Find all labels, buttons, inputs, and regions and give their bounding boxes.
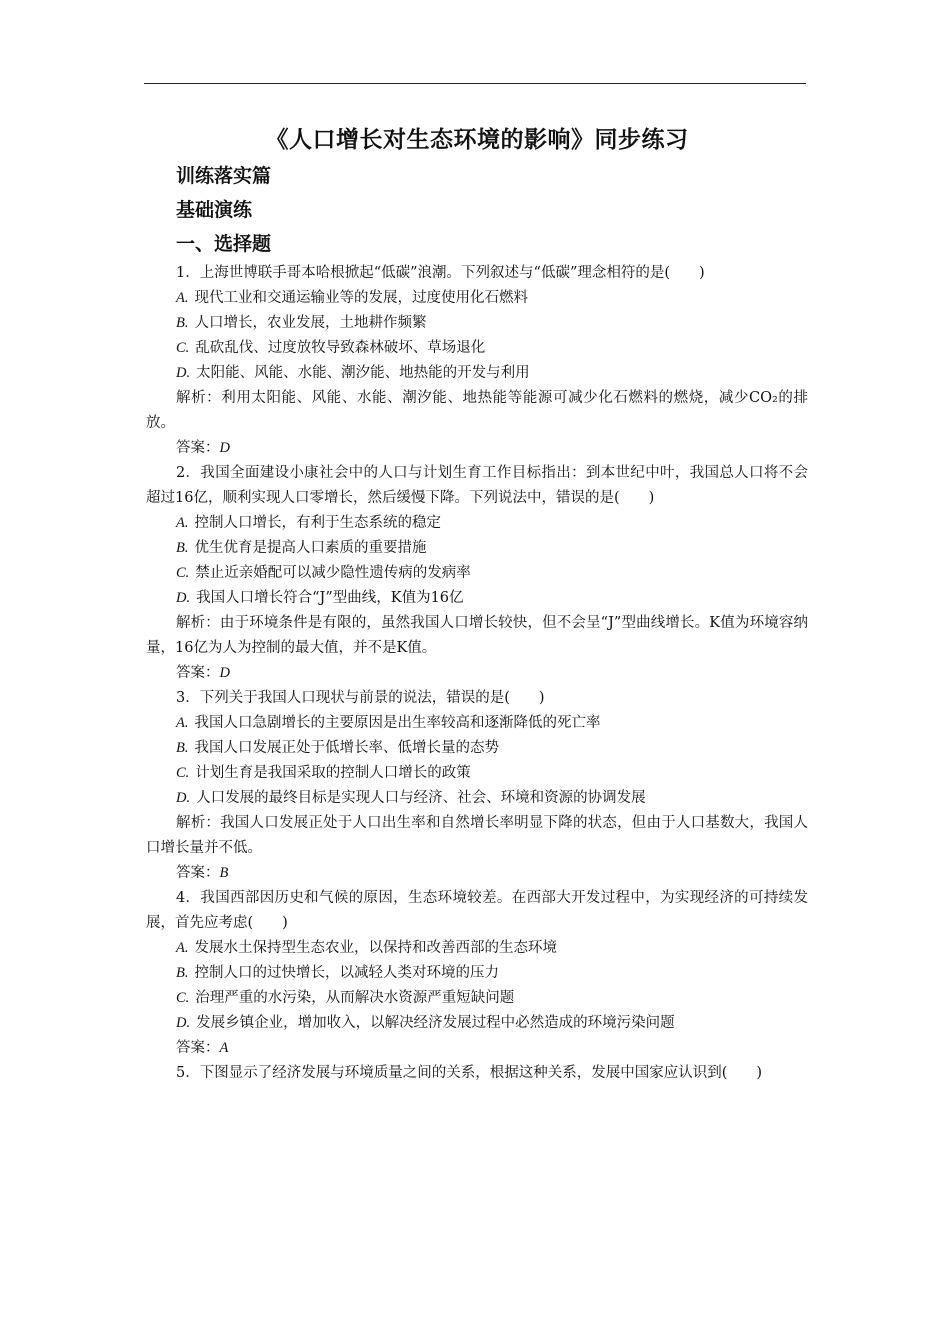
answer-value: A [219,1040,229,1056]
question-1 [146,261,808,461]
document-body [146,122,808,1086]
option-c [146,561,808,586]
option-b [146,311,808,336]
option-text: 我国人口发展正处于低增长率、低增长量的态势 [194,740,499,756]
analysis: 解析：由于环境条件是有限的，虽然我国人口增长较快，但不会呈“J”型曲线增长。K值为环境容纳量，16亿为人为控制的最大值，并不是K值。 [146,615,808,656]
answer-label: 答案： [176,665,220,681]
option-a [146,936,808,961]
section-heading-training: 训练落实篇 [176,165,272,187]
option-text: 我国人口急剧增长的主要原因是出生率较高和逐渐降低的死亡率 [194,715,601,731]
answer-value: B [219,865,229,881]
answer-label: 答案： [176,1040,220,1056]
option-text: 乱砍乱伐、过度放牧导致森林破坏、草场退化 [195,340,486,356]
option-c [146,761,808,786]
document-title: 《人口增长对生态环境的影响》同步练习 [265,127,689,153]
option-letter: D. [176,365,191,381]
option-d [146,786,808,811]
question-stem: 2．我国全面建设小康社会中的人口与计划生育工作目标指出：到本世纪中叶，我国总人口将不会超过16亿，顺利实现人口零增长，然后缓慢下降。下列说法中，错误的是( ) [146,465,808,506]
option-letter: B. [176,540,189,556]
option-a [146,711,808,736]
answer-value: D [219,665,230,681]
option-c [146,336,808,361]
question-5 [146,1061,808,1086]
option-a [146,286,808,311]
option-d [146,1011,808,1036]
option-letter: C. [176,765,190,781]
answer-label: 答案： [176,865,220,881]
option-letter: A. [176,515,189,531]
option-letter: A. [176,290,189,306]
option-a [146,511,808,536]
question-4 [146,886,808,1061]
analysis: 解析：利用太阳能、风能、水能、潮汐能、地热能等能源可减少化石燃料的燃烧，减少CO₂的排放。 [146,390,808,431]
option-text: 人口增长，农业发展，土地耕作频繁 [194,315,427,331]
option-b [146,536,808,561]
option-text: 我国人口增长符合“J”型曲线，K值为16亿 [196,590,464,606]
option-letter: A. [176,715,189,731]
option-letter: A. [176,940,189,956]
answer-label: 答案： [176,440,220,456]
answer [146,661,808,686]
option-letter: C. [176,340,190,356]
answer [146,861,808,886]
option-d [146,586,808,611]
option-text: 人口发展的最终目标是实现人口与经济、社会、环境和资源的协调发展 [196,790,646,806]
option-text: 发展乡镇企业，增加收入，以解决经济发展过程中必然造成的环境污染问题 [196,1015,675,1031]
option-letter: D. [176,590,191,606]
option-c [146,986,808,1011]
option-letter: C. [176,565,190,581]
question-3 [146,686,808,886]
option-text: 控制人口的过快增长，以减轻人类对环境的压力 [194,965,499,981]
question-stem: 1．上海世博联手哥本哈根掀起“低碳”浪潮。下列叙述与“低碳”理念相符的是( ) [176,265,705,281]
option-text: 优生优育是提高人口素质的重要措施 [194,540,427,556]
answer [146,436,808,461]
question-stem: 3．下列关于我国人口现状与前景的说法，错误的是( ) [176,690,545,706]
option-text: 太阳能、风能、水能、潮汐能、地热能的开发与利用 [196,365,530,381]
section-heading-multiple-choice: 一、选择题 [176,233,272,255]
question-stem: 4．我国西部因历史和气候的原因，生态环境较差。在西部大开发过程中，为实现经济的可持续发展，首先应考虑( ) [146,890,808,931]
header-rule [144,83,806,84]
option-text: 发展水土保持型生态农业，以保持和改善西部的生态环境 [194,940,557,956]
option-letter: C. [176,990,190,1006]
question-stem: 5．下图显示了经济发展与环境质量之间的关系，根据这种关系，发展中国家应认识到( ) [176,1065,763,1081]
option-text: 控制人口增长，有利于生态系统的稳定 [194,515,441,531]
option-text: 禁止近亲婚配可以减少隐性遗传病的发病率 [195,565,471,581]
option-letter: B. [176,740,189,756]
option-letter: D. [176,790,191,806]
option-letter: D. [176,1015,191,1031]
option-letter: B. [176,965,189,981]
section-heading-basic: 基础演练 [176,199,253,221]
analysis: 解析：我国人口发展正处于人口出生率和自然增长率明显下降的状态，但由于人口基数大，我国人口增长量并不低。 [146,815,808,856]
answer-value: D [219,440,230,456]
question-2 [146,461,808,686]
option-text: 计划生育是我国采取的控制人口增长的政策 [195,765,471,781]
option-text: 治理严重的水污染，从而解决水资源严重短缺问题 [195,990,515,1006]
option-text: 现代工业和交通运输业等的发展，过度使用化石燃料 [194,290,528,306]
option-b [146,736,808,761]
option-letter: B. [176,315,189,331]
option-b [146,961,808,986]
option-d [146,361,808,386]
answer [146,1036,808,1061]
